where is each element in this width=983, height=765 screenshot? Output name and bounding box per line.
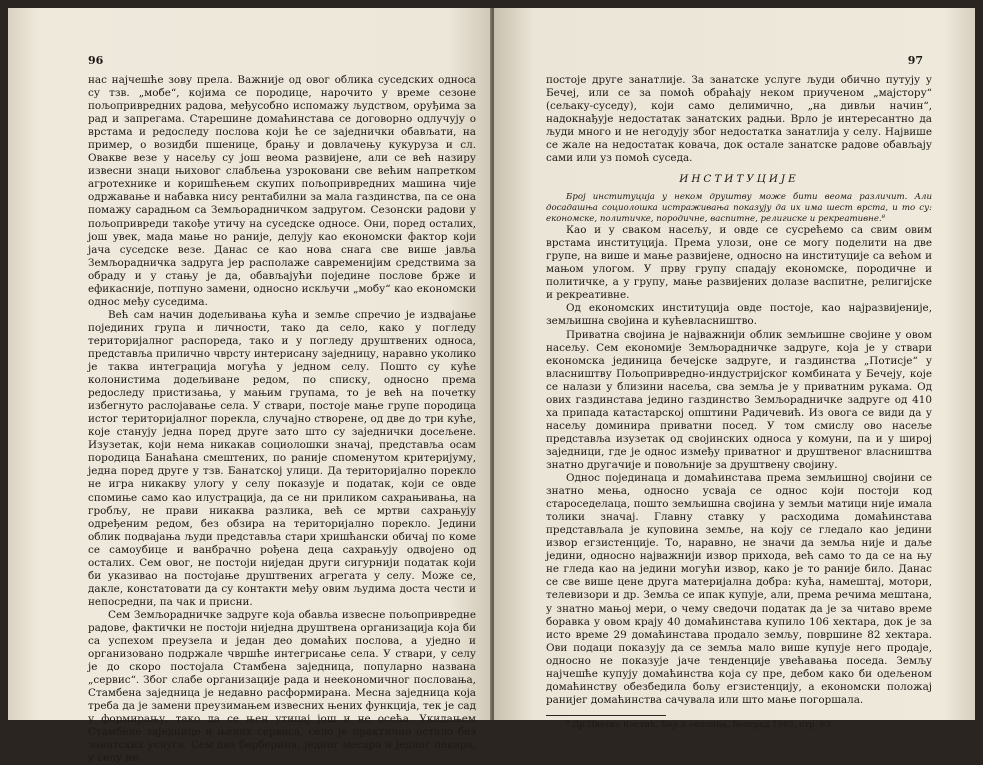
left-page (8, 8, 492, 765)
paragraph: Приватна својина је најважнији облик земљишне својине у овом насељу. Сем економије Земљорадничке задруге, која је у ствари економска јединица бечејске задруге, и газдинства „Потисје“ у власништву Пољопривредно-индустријског комбината у Бечеју, које се налази у близини насеља, сва земља је у приватним рукама. Од ових газдинстава једино газдинство Земљорадничке задруге од 410 ха припада катастарској општини Радичевић. Из овога се види да у насељу доминира приватни посед. У том смислу ово насеље представља изузетак од својинских односа у комуни, па и у широј заједници, где је однос између приватног и друштвеног власништва знатно другачије и повољније за друштвену својину. (546, 328, 932, 471)
paragraph: Већ сам начин додељивања кућа и земље спречио је издвајање појединих група и личности, тако да село, како у погледу територијалног распореда, тако и у погледу друштвених односа, представља прилично чврсту интерисану заједницу, наравно уколико је таква интеграција могућа у једном селу. Пошто су куће колонистима додељиване редом, по списку, односно према редоследу пристизања, у мањим групама, то је већ на почетку избегнуто раслојавање села. У ствари, постоје мање групе породица истог територијалног порекла, случајно створене, од две до три куће, које станују једна поред друге зато што су заједнички досељене. Изузетак, који нема никакав социолошки значај, представља осам породица Банаћана смештених, по раније споменутом критеријуму, једна поред друге у тзв. Банатској улици. Да територијално порекло не игра никакву улогу у селу показује и податак, који се овде спомиње само као илустрација, да се ни приликом сахрањивања, на гробљу, не прави никаква разлика, већ се мртви сахрањују одређеним редом, без обзира на територијално порекло. Једини облик подвајања људи представља стари хришћански обичај по коме се самоубице и ванбрачно рођена деца сахрањују одвојено од осталих. Сем овог, не постоји ниједан други сигурнији податак који би указивао на постојање друштвених агрегата у селу. Може се, дакле, констатовати да су контакти међу овим људима доста чести и непосредни, па чак и присни. (88, 308, 476, 608)
paragraph: Однос појединаца и домаћинстава према земљишној својини се знатно мења, односно усваја се однос који постоји код староседелаца, пошто земљишна својина у земљи матици није имала толики значај. Главну ставку у расходима домаћинстава представљала је куповина земље, на коју се гледало као једини извор егзистенције. То, наравно, не значи да земља није и даље једини, односно најважнији извор прихода, већ само то да се на њу не гледа као на једини могући извор, како је то раније било. Данас се све више цене друга материјална добра: кућа, намештај, мотори, телевизори и др. Земља се ипак купује, али, према речима мештана, у знатно мањој мери, о чему сведочи податак да је за читаво време боравка у овом крају 40 домаћинстава купило 106 хектара, док је за исто време 29 домаћинстава продало земљу, површине 82 хектара. Ови подаци показују да се земља мало више купује него продаје, односно не показује јаче тенденције увећавања поседа. Земљу најчешће купују домаћинства која су пре, дебом како би одељеном домаћинству обезбедила бољу егзистенцију, а економски положај ранијег домаћинства сачувала или што мање погоршала. (546, 472, 932, 706)
footnote: ⁸ Др Цветко Костић, Бор и околина, Београд 1962, стр. 63. (566, 719, 834, 730)
paragraph: нас најчешће зову прела. Важније од овог облика суседских односа су тзв. „мобе“, којима се породице, нарочито у време сезоне пољопривредних радова, међусобно испомажу људством, оруђима за рад и запрегама. Старешине домаћинстава се договорно одлучују о врстама и редоследу послова који ће се заједнички обављати, на пример, о возидби пшенице, брању и довлачењу кукуруза и сл. Овакве везе у насељу су још веома развијене, али се већ назиру извесни знаци њиховог слабљења узроковани све већим напретком агротехнике и коришћењем скупих пољопривредних машина чије одржавање и набавка нису рентабилни за мала газдинства, па се она помажу сарадњом са Земљорадничком задругом. Сезонски радови у пољопривреди такође утичу на суседске односе. Они, поред осталих, још увек, мада мање но раније, делују као економски фактор који јача суседске везе. Данас се као нова снага све више јавља Земљорадничка задруга јер располаже савременијим средствима за обраду и у стању је да, обављајући поједине послове брже и ефикасније, потпуно замени, односно искључи „мобу“ као економски однос међу суседима. (88, 74, 476, 308)
paragraph: Од економских институција овде постоје, као најразвијеније, земљишна својина и кућевласништво. (546, 302, 932, 328)
paragraph: Као и у сваком насељу, и овде се сусрећемо са свим овим врстама институција. Према улози, оне се могу поделити на две групе, на више и мање развијене, односно на институције са већом и мањом улогом. У прву групу спадају економске, породичне и политичке, а у групу, мање развијених долазе васпитне, религијске и рекреативне. (546, 224, 932, 302)
page-number: 97 (907, 54, 923, 67)
right-page-body (546, 74, 932, 731)
book-spread (8, 8, 975, 765)
epigraph: Број институција у неком друштву може бити веома различит. Али досадашња социолошка истраживања показују да их има шест врста, и то су: економске, политичке, породичне, васпитне, религиске и рекреативне.⁸ (546, 192, 932, 224)
paragraph: Сем Земљорадничке задруге која обавља извесне пољопривредне радове, фактички не постоји ниједна друштвена организација која би са успехом преузела и један део домаћих послова, а уједно и организовано подржале чвршће интегрисање села. У ствари, у селу је до скоро постојала Стамбена заједница, популарно названа „сервис“. Због слабе организације рада и неекономичног пословања, Стамбена заједница је недавно расформирана. Месна заједница која треба да је замени преузимањем извесних њених функција, тек је сад у формирању, тако да се њен утицај још и не осећа. Укидањем Стамбене заједнице и њених сервиса, село је практично остало без занатских услуга. Сем два берберина, једног месара и једног пекара, у селу не (88, 608, 476, 765)
left-page-body (88, 74, 476, 765)
section-heading: ИНСТИТУЦИЈЕ (679, 173, 799, 186)
paragraph: постоје друге занатлије. За занатске услуге људи обично путују у Бечеј, или се за помоћ обраћају неком приученом „мајстору“ (сељаку-суседу), који само делимично, „на дивљи начин“, надокнађује недостатак занатских радњи. Врло је интересантно да људи много и не негодују због недостатка занатлија у селу. Највише се жале на недостатак ковача, док остале занатске радове обављају сами или уз помоћ суседа. (546, 74, 932, 165)
page-number: 96 (88, 54, 104, 67)
right-page (494, 8, 975, 730)
footnote-rule (546, 715, 666, 716)
